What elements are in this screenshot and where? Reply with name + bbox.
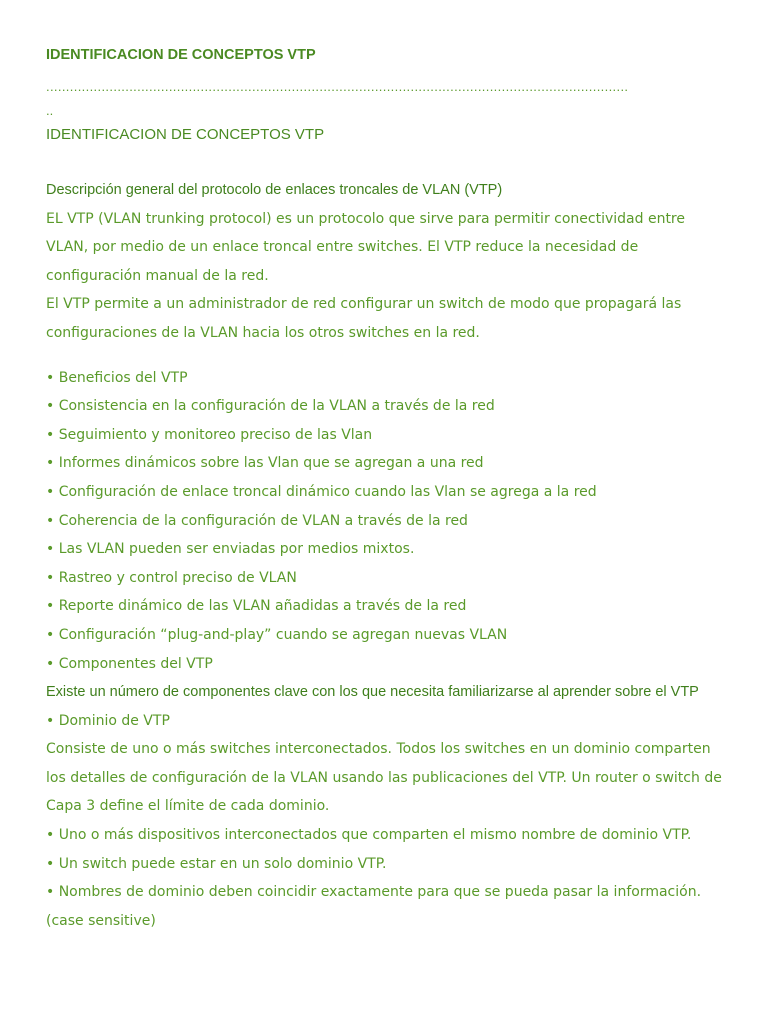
list-item: • Seguimiento y monitoreo preciso de las Vlan	[46, 426, 373, 443]
document-title: IDENTIFICACION DE CONCEPTOS VTP	[46, 47, 316, 63]
components-heading: • Componentes del VTP	[46, 655, 213, 672]
domain-paragraph: Consiste de uno o más switches interconectados. Todos los switches en un dominio comparten los detalles de configuración de la VLAN usando las publicaciones del VTP. Un router o switch de Capa 3 define el límite de cada dominio.	[46, 741, 722, 815]
spacer	[46, 348, 726, 364]
second-paragraph: El VTP permite a un administrador de red configurar un switch de modo que propagará las configuraciones de la VLAN hacia los otros switches en la red.	[46, 296, 682, 341]
benefits-heading: • Beneficios del VTP	[46, 369, 188, 386]
list-item: • Rastreo y control preciso de VLAN	[46, 569, 297, 586]
intro-paragraph: EL VTP (VLAN trunking protocol) es un protocolo que sirve para permitir conectividad entre VLAN, por medio de un enlace troncal entre switches. El VTP reduce la necesidad de configuración manual de la red.	[46, 210, 685, 284]
list-item: • Reporte dinámico de las VLAN añadidas a través de la red	[46, 598, 467, 615]
list-item: • Informes dinámicos sobre las Vlan que se agregan a una red	[46, 455, 484, 472]
dotted-separator: ...................................................................................................................................................	[46, 79, 629, 94]
list-item: • Uno o más dispositivos interconectados que comparten el mismo nombre de dominio VTP.	[46, 827, 692, 844]
list-item: • Un switch puede estar en un solo dominio VTP.	[46, 855, 387, 872]
list-item: • Nombres de dominio deben coincidir exactamente para que se pueda pasar la información. (case sensitive)	[46, 884, 702, 929]
list-item: • Configuración de enlace troncal dinámico cuando las Vlan se agrega a la red	[46, 483, 597, 500]
list-item: • Las VLAN pueden ser enviadas por medios mixtos.	[46, 541, 415, 558]
domain-heading: • Dominio de VTP	[46, 712, 170, 729]
list-item: • Configuración “plug-and-play” cuando se agregan nuevas VLAN	[46, 626, 508, 643]
list-item: • Coherencia de la configuración de VLAN a través de la red	[46, 512, 468, 529]
document-body	[46, 176, 726, 935]
section-heading: Descripción general del protocolo de enlaces troncales de VLAN (VTP)	[46, 182, 503, 198]
components-intro: Existe un número de componentes clave con los que necesita familiarizarse al aprender sobre el VTP	[46, 684, 699, 701]
dotted-separator-tail: ..	[46, 103, 54, 118]
document-subtitle: IDENTIFICACION DE CONCEPTOS VTP	[46, 126, 325, 143]
list-item: • Consistencia en la configuración de la VLAN a través de la red	[46, 398, 495, 415]
